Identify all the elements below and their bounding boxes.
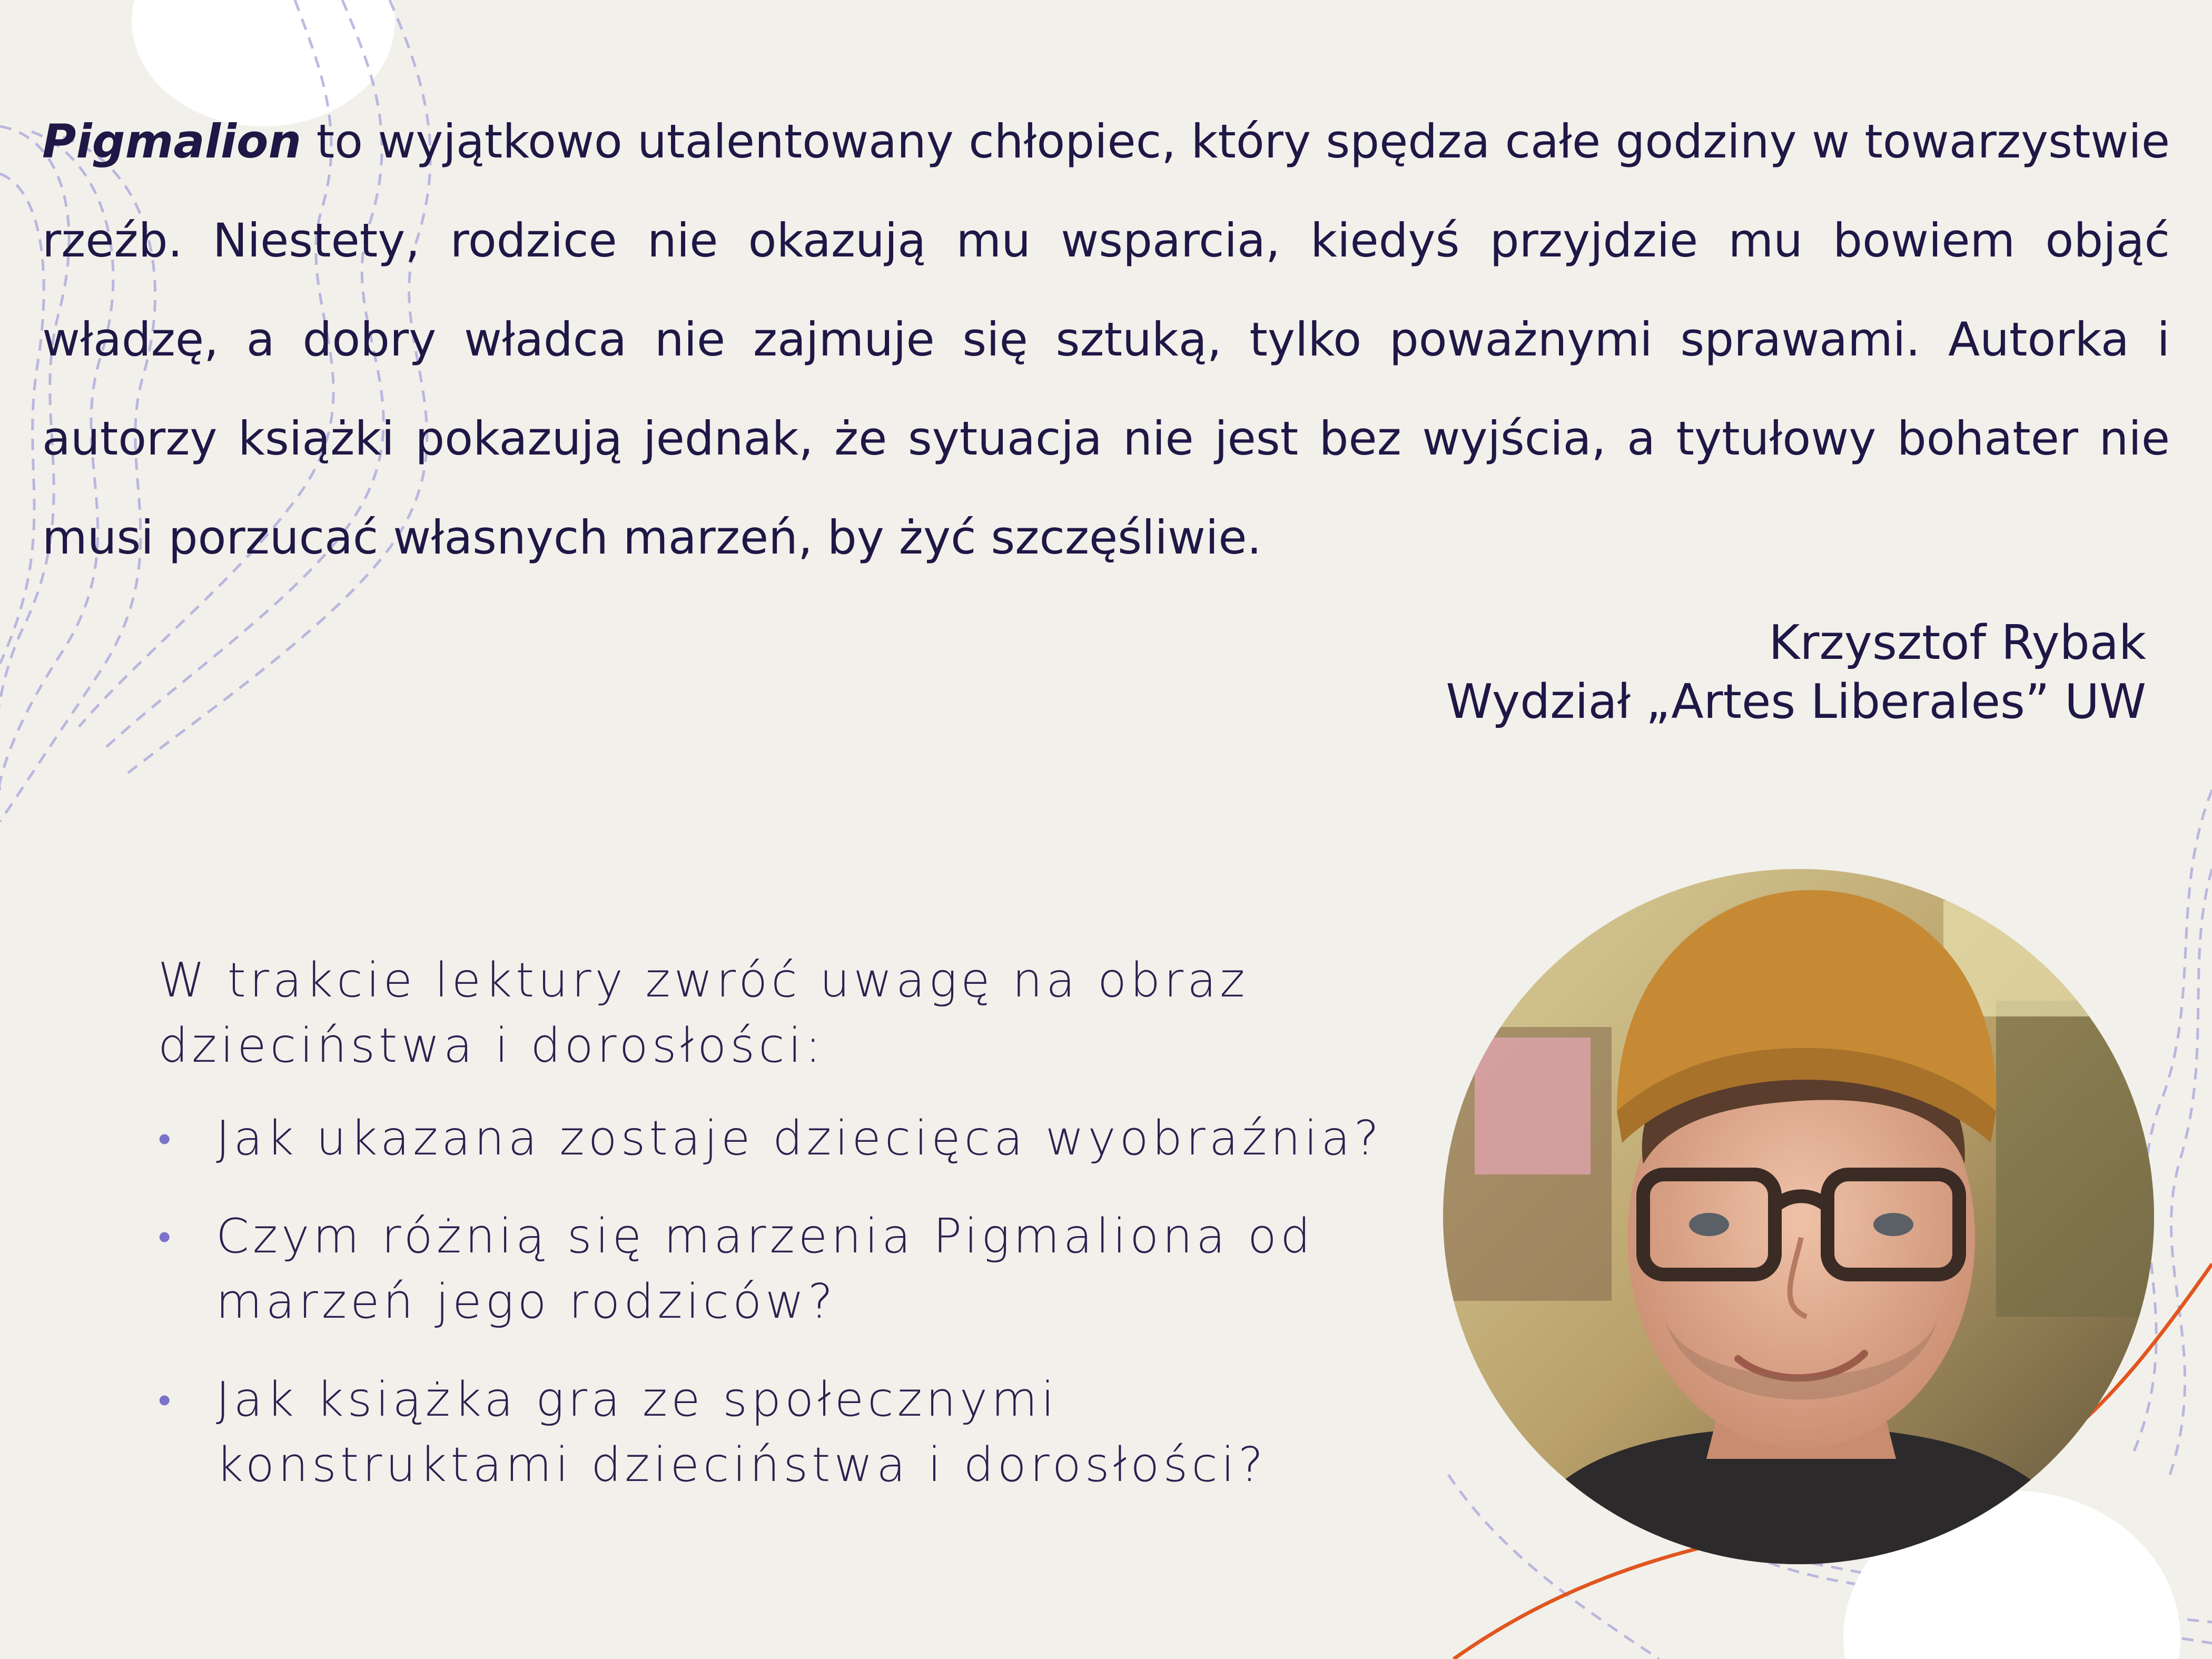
questions-intro: W trakcie lektury zwróć uwagę na obraz dzieciństwa i dorosłości: bbox=[158, 953, 1249, 1073]
author-affiliation: Wydział „Artes Liberales” UW bbox=[1446, 674, 2146, 729]
quote-lead-title: Pigmalion bbox=[42, 114, 302, 169]
author-name: Krzysztof Rybak bbox=[1769, 615, 2146, 670]
bullet-icon: • bbox=[158, 1215, 175, 1258]
bullet-icon: • bbox=[158, 1378, 175, 1421]
reading-questions bbox=[158, 948, 1422, 1530]
author-photo bbox=[1443, 869, 2154, 1564]
question-text: Jak ukazana zostaje dziecięca wyobraźnia? bbox=[216, 1111, 1383, 1166]
list-item bbox=[158, 1106, 1422, 1171]
list-item bbox=[158, 1367, 1422, 1498]
question-text: Jak książka gra ze społecznymi konstruktami dzieciństwa i dorosłości? bbox=[216, 1372, 1267, 1493]
quote-text: to wyjątkowo utalentowany chłopiec, który spędza całe godziny w towarzystwie rzeźb. Niestety, rodzice nie okazują mu wsparcia, kiedyś przyjdzie mu bowiem objąć władzę, a dobry władca nie zajmuje się sztuką, tylko poważnymi sprawami. Autorka i autorzy książki pokazują jednak, że sytuacja nie jest bez wyjścia, a tytułowy bohater nie musi porzucać własnych marzeń, by żyć szczęśliwie. bbox=[42, 114, 2170, 565]
bullet-icon: • bbox=[158, 1117, 175, 1160]
author-signature bbox=[1446, 614, 2146, 732]
question-text: Czym różnią się marzenia Pigmaliona od marzeń jego rodziców? bbox=[216, 1209, 1315, 1329]
quote-paragraph bbox=[42, 92, 2170, 587]
questions-list bbox=[158, 1106, 1422, 1498]
list-item bbox=[158, 1204, 1422, 1335]
